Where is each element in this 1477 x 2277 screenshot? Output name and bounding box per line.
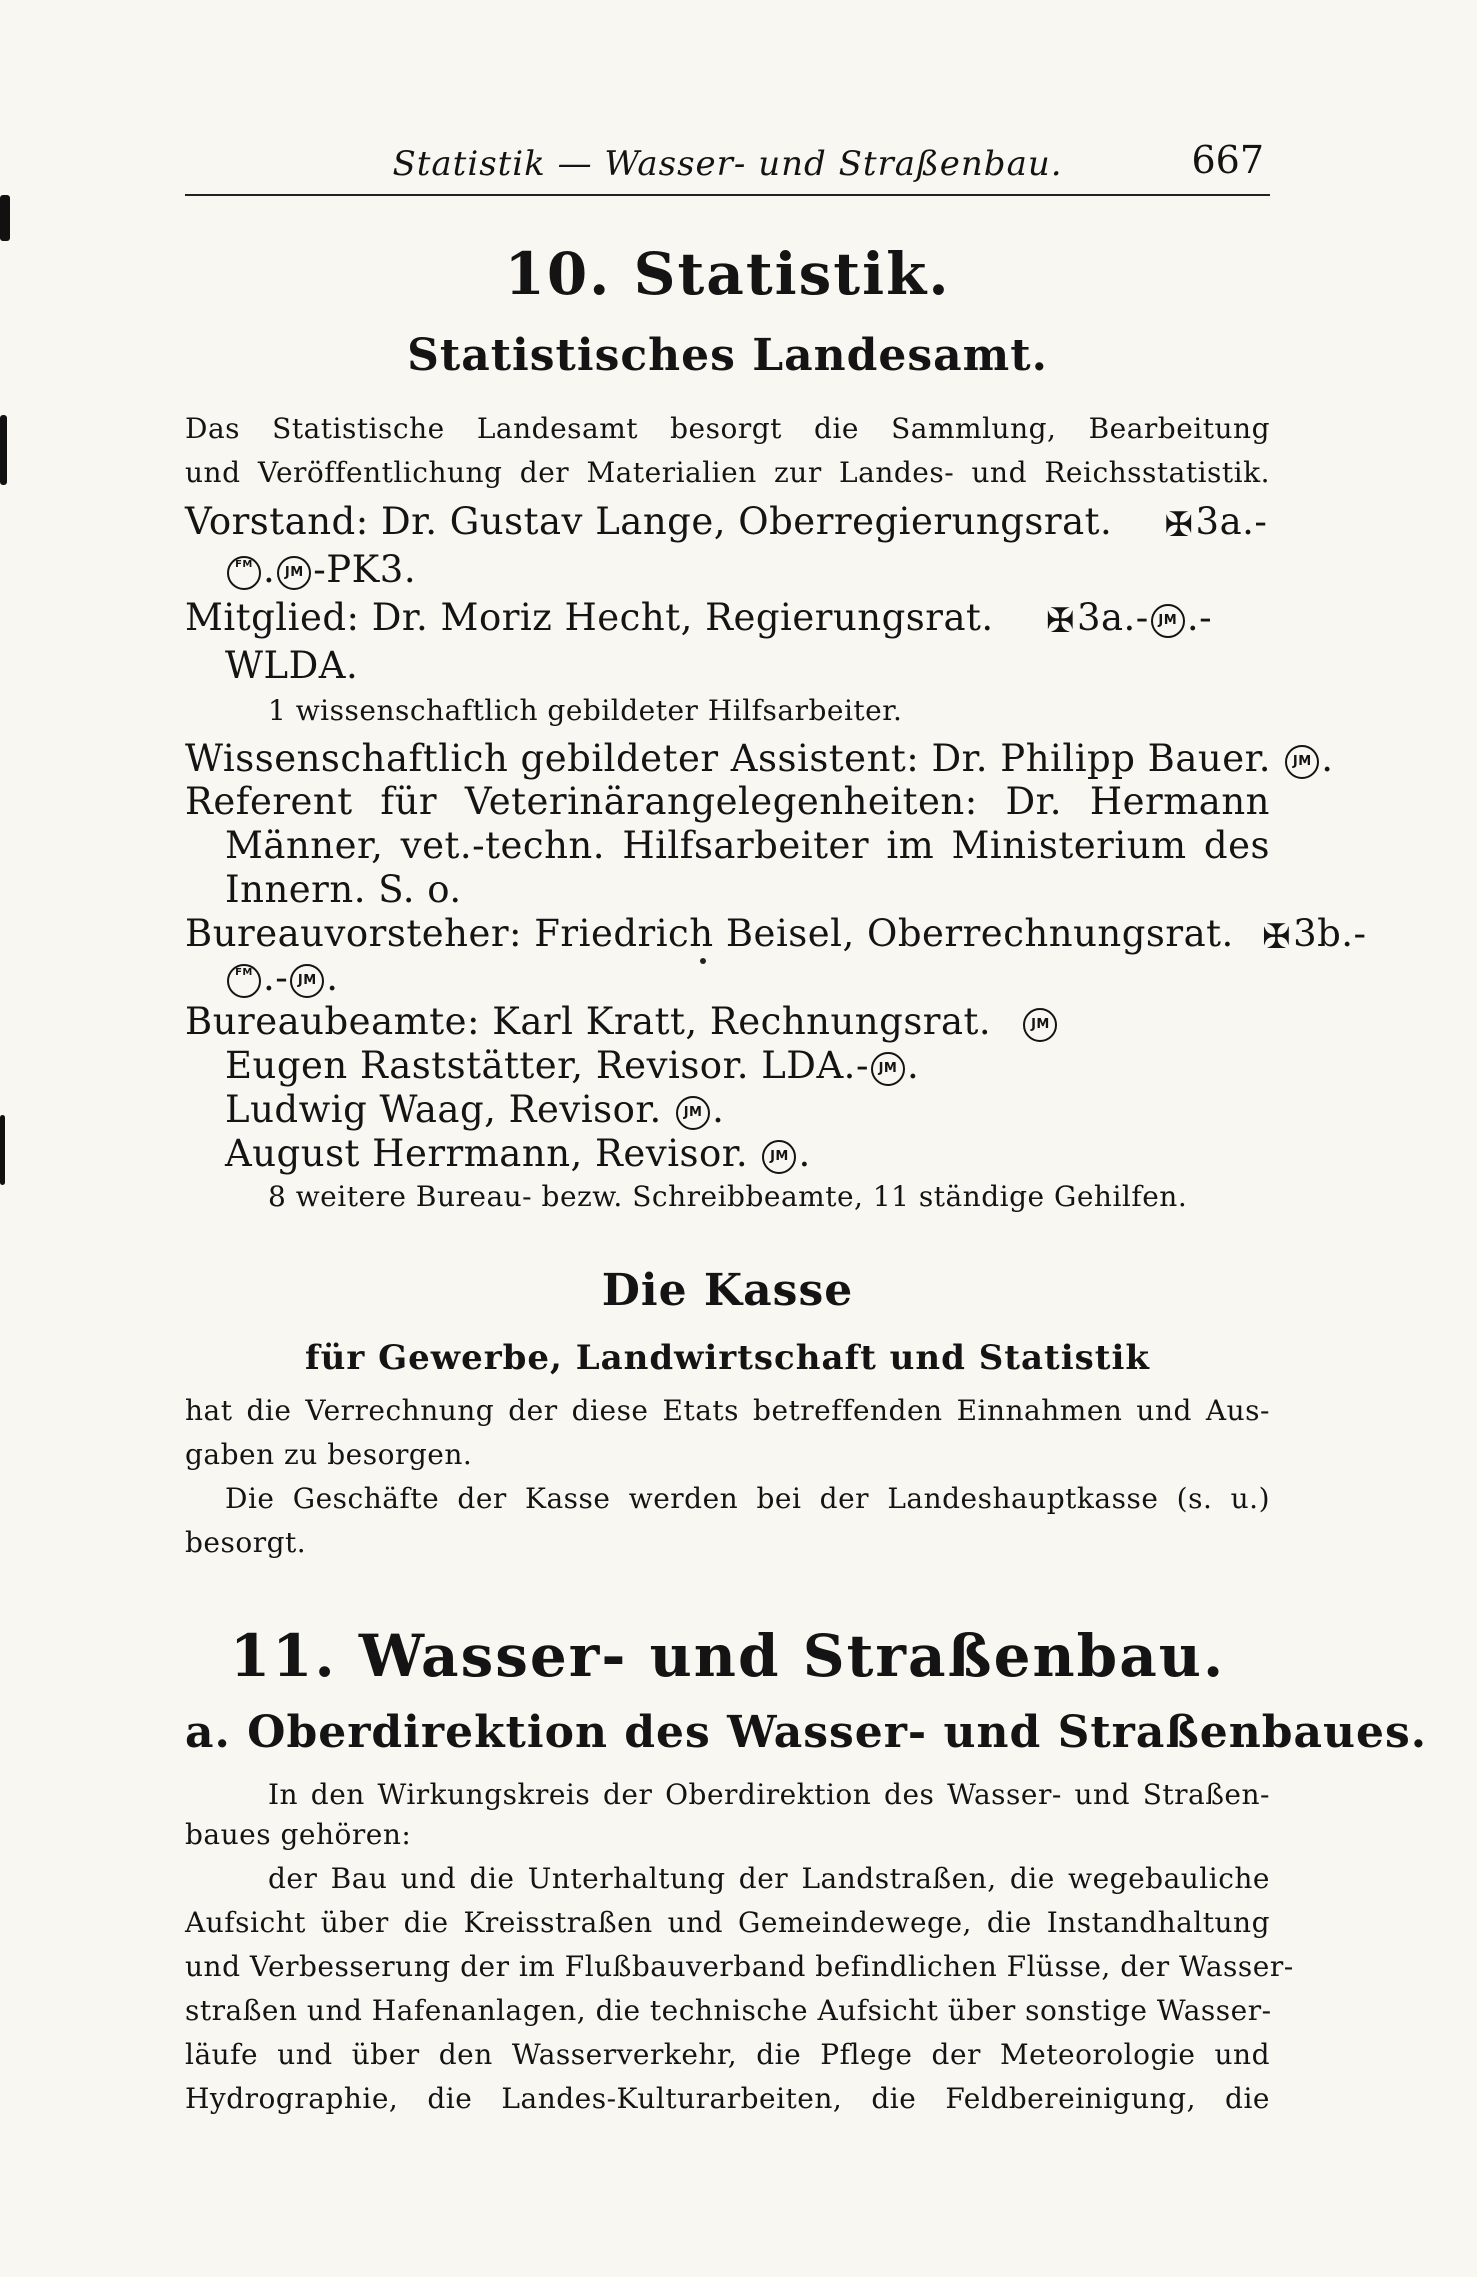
bureauvorsteher-entry: [185, 912, 1367, 957]
vorstand-decorations: FM . JM -PK3.: [225, 548, 416, 591]
fm-medal-icon: FM: [227, 964, 261, 998]
assistent-entry: Wissenschaftlich gebildeter Assistent: Dr. Philipp Bauer. JM .: [185, 737, 1334, 780]
print-speck: [700, 958, 706, 964]
bureaubeamte-entry: August Herrmann, Revisor. JM .: [225, 1132, 811, 1175]
kasse-title: Die Kasse: [601, 1265, 854, 1316]
jm-medal-icon: JM: [290, 964, 324, 998]
hilfsarbeiter-note: 1 wissenschaftlich gebildeter Hilfsarbeiter.: [268, 694, 903, 727]
kasse-paragraph-line: gaben zu besorgen.: [185, 1438, 473, 1471]
fm-medal-icon: FM: [227, 556, 261, 590]
bureaubeamte-text: Ludwig Waag, Revisor.: [225, 1088, 662, 1131]
referent-line: Männer, vet.-techn. Hilfsarbeiter im Ministerium des: [225, 824, 1270, 867]
section-11-title: 11. Wasser- und Straßenbau.: [229, 1622, 1226, 1690]
jm-medal-icon: JM: [1023, 1008, 1057, 1042]
scan-edge-mark: [0, 1115, 5, 1185]
kasse-paragraph-line: hat die Verrechnung der diese Etats betreffenden Einnahmen und Aus-: [185, 1394, 1270, 1427]
mitglied-text: Mitglied: Dr. Moriz Hecht, Regierungsrat.: [185, 596, 994, 639]
mitglied-decoration-line: WLDA.: [225, 644, 359, 687]
bureaubeamte-text: August Herrmann, Revisor.: [225, 1132, 749, 1175]
bureauvorsteher-text: Bureauvorsteher: Friedrich Beisel, Oberrechnungsrat.: [185, 912, 1234, 955]
mitglied-decoration: 3a.-: [1076, 596, 1149, 639]
bureaubeamte-text: Eugen Raststätter, Revisor. LDA.-: [225, 1044, 869, 1087]
section11-paragraph-line: straßen und Hafenanlagen, die technische Aufsicht über sonstige Wasser-: [185, 1994, 1272, 2027]
cross-order-icon: ✠: [1045, 600, 1075, 641]
kasse-paragraph-line: besorgt.: [185, 1526, 307, 1559]
scan-edge-mark: [0, 415, 7, 485]
section11-paragraph-line: Hydrographie, die Landes-Kulturarbeiten, die Feldbereinigung, die: [185, 2082, 1270, 2115]
section11-paragraph-line: In den Wirkungskreis der Oberdirektion des Wasser- und Straßen-: [268, 1778, 1270, 1811]
jm-medal-icon: JM: [277, 556, 311, 590]
bureaubeamte-entry: Eugen Raststätter, Revisor. LDA.- JM .: [225, 1044, 920, 1087]
jm-medal-icon: JM: [871, 1052, 905, 1086]
running-head: [185, 138, 1270, 196]
jm-medal-icon: JM: [1151, 604, 1185, 638]
jm-medal-icon: JM: [676, 1096, 710, 1130]
bureaubeamte-entry: [185, 1000, 1059, 1043]
bureaubeamte-text: Bureaubeamte: Karl Kratt, Rechnungsrat.: [185, 1000, 992, 1043]
vorstand-text: Vorstand: Dr. Gustav Lange, Oberregierungsrat.: [185, 500, 1113, 543]
vorstand-entry: [185, 500, 1267, 545]
kasse-paragraph-line: Die Geschäfte der Kasse werden bei der Landeshauptkasse (s. u.): [225, 1482, 1270, 1515]
section11-paragraph-line: der Bau und die Unterhaltung der Landstraßen, die wegebauliche: [268, 1862, 1270, 1895]
section11-paragraph-line: Aufsicht über die Kreisstraßen und Gemeindewege, die Instandhaltung: [185, 1906, 1270, 1939]
running-title: Statistik — Wasser- und Straßenbau.: [392, 144, 1063, 184]
section-10-title: 10. Statistik.: [504, 240, 951, 308]
subsection-a-title: a. Oberdirektion des Wasser- und Straßenbaues.: [185, 1707, 1428, 1758]
cross-order-icon: ✠: [1262, 916, 1292, 957]
vorstand-decoration-tail: -PK3.: [313, 548, 417, 591]
weitere-note: 8 weitere Bureau- bezw. Schreibbeamte, 11 ständige Gehilfen.: [268, 1180, 1188, 1213]
bureauvorsteher-decoration: 3b.-: [1293, 912, 1367, 955]
bureauvorsteher-decorations: FM .- JM .: [225, 956, 339, 999]
vorstand-decoration: 3a.-: [1195, 500, 1268, 543]
office-heading: Statistisches Landesamt.: [407, 330, 1048, 381]
mitglied-entry: Mitglied: Dr. Moriz Hecht, Regierungsrat. ✠3a.- JM .-: [185, 596, 1213, 641]
section11-paragraph-line: läufe und über den Wasserverkehr, die Pflege der Meteorologie und: [185, 2038, 1270, 2071]
kasse-subtitle: für Gewerbe, Landwirtschaft und Statistik: [305, 1338, 1150, 1378]
referent-line: Referent für Veterinärangelegenheiten: Dr. Hermann: [185, 780, 1270, 823]
cross-order-icon: ✠: [1164, 504, 1194, 545]
intro-line: und Veröffentlichung der Materialien zur Landes- und Reichsstatistik.: [185, 456, 1270, 489]
page-number: 667: [1191, 138, 1264, 182]
section11-paragraph-line: und Verbesserung der im Flußbauverband befindlichen Flüsse, der Wasser-: [185, 1950, 1294, 1983]
referent-line: Innern. S. o.: [225, 868, 462, 911]
intro-line: Das Statistische Landesamt besorgt die Sammlung, Bearbeitung: [185, 412, 1270, 445]
jm-medal-icon: JM: [1285, 745, 1319, 779]
section11-paragraph-line: baues gehören:: [185, 1818, 412, 1851]
assistent-text: Wissenschaftlich gebildeter Assistent: Dr. Philipp Bauer.: [185, 737, 1272, 780]
bureaubeamte-entry: Ludwig Waag, Revisor. JM .: [225, 1088, 725, 1131]
scan-edge-mark: [0, 195, 10, 241]
jm-medal-icon: JM: [762, 1140, 796, 1174]
